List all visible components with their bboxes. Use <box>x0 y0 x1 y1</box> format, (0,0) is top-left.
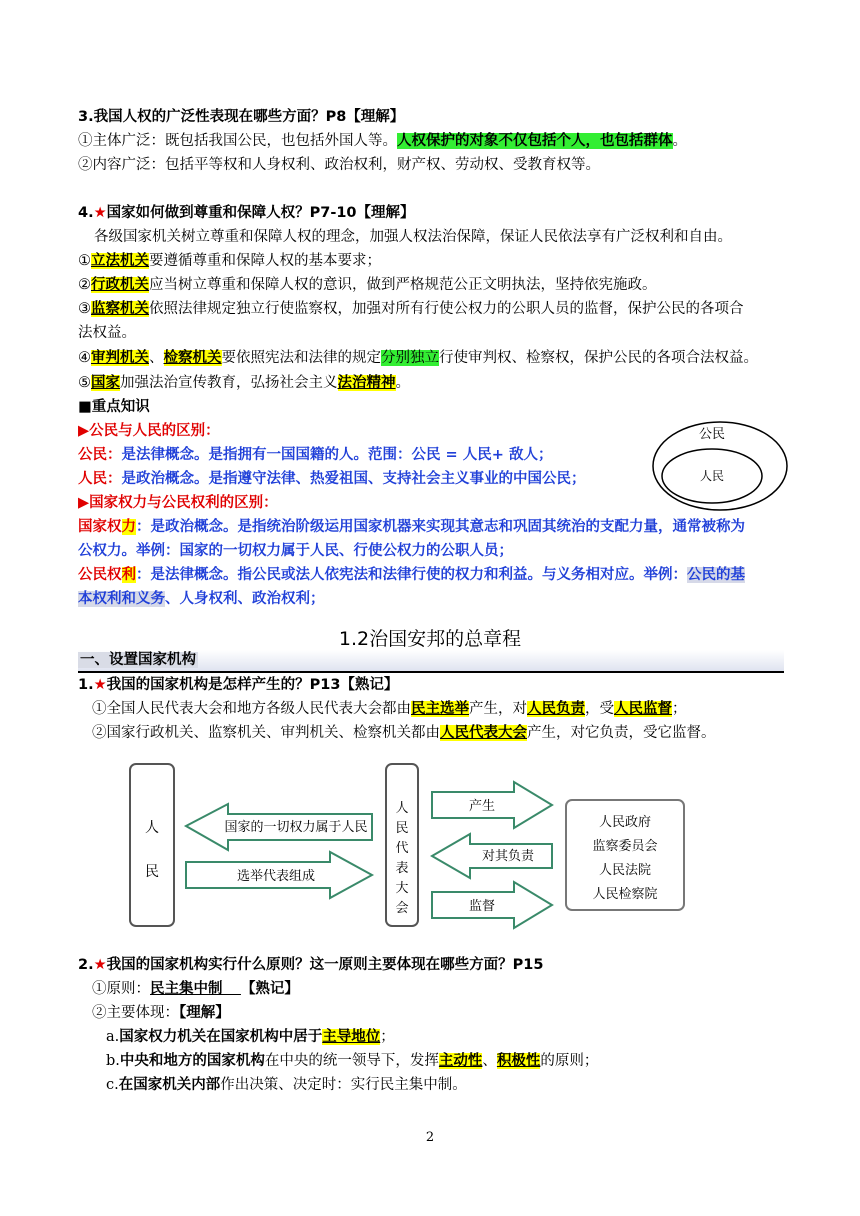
q4-line-3: ③监察机关依照法律规定独立行使监察权，加强对所有行使公权力的公职人员的监督，保护公民的各项合 <box>78 301 744 317</box>
q1-title: 1.★我国的国家机构是怎样产生的？P13【熟记】 <box>78 677 399 693</box>
q4-intro: 各级国家机关树立尊重和保障人权的理念，加强人权法治保障，保证人民依法享有广泛权利和自由。 <box>94 229 732 245</box>
q3-line-1: ①主体广泛：既包括我国公民，也包括外国人等。人权保护的对象不仅包括个人，也包括群体。 <box>78 133 687 149</box>
congress-label-char-5: 大 <box>395 881 409 896</box>
power-arrow-label: 国家的一切权力属于人民 <box>224 820 368 835</box>
citizen-people-venn-diagram <box>650 420 790 512</box>
key-s1-line-2: 人民：是政治概念。是指遵守法律、热爱祖国、支持社会主义事业的中国公民； <box>78 471 586 487</box>
congress-label-char-2: 民 <box>395 821 409 836</box>
elect-arrow-label: 选举代表组成 <box>236 869 316 884</box>
organ-item: 人民政府 <box>598 815 652 830</box>
produce-arrow-label: 产生 <box>468 799 496 814</box>
people-box <box>130 764 174 926</box>
q2-item-b: b.中央和地方的国家机构在中央的统一领导下，发挥主动性、积极性的原则； <box>106 1053 599 1069</box>
congress-label-char-6: 会 <box>395 901 409 916</box>
key-s1-title: ▶公民与人民的区别： <box>78 423 220 439</box>
q3-title: 3.我国人权的广泛性表现在哪些方面？P8【理解】 <box>78 109 405 125</box>
page-number: 2 <box>425 1130 435 1145</box>
chapter-heading: 1.2治国安邦的总章程 <box>338 628 522 650</box>
responsible-arrow-label: 对其负责 <box>481 849 535 864</box>
key-title: ■重点知识 <box>78 399 150 415</box>
q4-line-5: ⑤国家加强法治宣传教育，弘扬社会主义法治精神。 <box>78 375 410 391</box>
q1-line-2: ②国家行政机关、监察机关、审判机关、检察机关都由人民代表大会产生，对它负责，受它监督。 <box>92 725 716 741</box>
key-s2-line-4: 本权利和义务、人身权利、政治权利； <box>78 591 325 607</box>
q4-line-3-cont: 法权益。 <box>78 325 136 341</box>
key-s1-line-1: 公民：是法律概念。是指拥有一国国籍的人。范围：公民 = 人民+ 敌人； <box>78 447 553 463</box>
organ-item: 人民检察院 <box>592 887 658 902</box>
key-s2-line-1: 国家权力：是政治概念。是指统治阶级运用国家机器来实现其意志和巩固其统治的支配力量，通常被称为 <box>78 519 745 535</box>
q3-line-2: ②内容广泛：包括平等权和人身权利、政治权利，财产权、劳动权、受教育权等。 <box>78 157 600 173</box>
congress-label-char-4: 表 <box>395 861 409 876</box>
star-icon: ★ <box>93 205 107 221</box>
q2-item-c: c.在国家机关内部作出决策、决定时：实行民主集中制。 <box>106 1077 467 1093</box>
congress-label-char-1: 人 <box>395 801 409 816</box>
organ-item: 监察委员会 <box>592 839 658 854</box>
q2-title: 2.★我国的国家机构实行什么原则？这一原则主要体现在哪些方面？P15 <box>78 957 544 973</box>
state-organs-diagram <box>128 760 688 932</box>
venn-inner-label: 人民 <box>699 469 725 483</box>
star-icon: ★ <box>93 677 107 693</box>
q2-embodiment: ②主要体现：【理解】 <box>92 1005 230 1021</box>
q4-title: 4.★国家如何做到尊重和保障人权？P7-10【理解】 <box>78 205 415 221</box>
people-label-char-2: 民 <box>145 864 159 880</box>
people-label-char-1: 人 <box>145 820 159 836</box>
q2-item-a: a.国家权力机关在国家机构中居于主导地位； <box>106 1029 395 1045</box>
venn-outer-label: 公民 <box>698 427 726 442</box>
q4-line-2: ②行政机关应当树立尊重和保障人权的意识，做到严格规范公正文明执法，坚持依宪施政。 <box>78 277 657 293</box>
star-icon: ★ <box>93 957 107 973</box>
organ-item: 人民法院 <box>598 863 652 878</box>
key-s2-line-2: 公权力。举例：国家的一切权力属于人民、行使公权力的公职人员； <box>78 543 513 559</box>
key-s2-title: ▶国家权力与公民权利的区别： <box>78 495 278 511</box>
section-heading: 一、设置国家机构 <box>78 650 784 673</box>
q4-line-1: ①立法机关要遵循尊重和保障人权的基本要求； <box>78 253 381 269</box>
q2-principle: ①原则：民主集中制 【熟记】 <box>92 981 299 997</box>
congress-label-char-3: 代 <box>395 841 409 856</box>
key-s2-line-3: 公民权利：是法律概念。指公民或法人依宪法和法律行使的权力和利益。与义务相对应。举例：公民的基 <box>78 567 745 583</box>
q1-line-1: ①全国人民代表大会和地方各级人民代表大会都由民主选举产生，对人民负责，受人民监督； <box>92 701 687 717</box>
q4-line-4: ④审判机关、检察机关要依照宪法和法律的规定分别独立行使审判权、检察权，保护公民的各项合法权益。 <box>78 350 758 366</box>
supervise-arrow-label: 监督 <box>468 899 496 914</box>
